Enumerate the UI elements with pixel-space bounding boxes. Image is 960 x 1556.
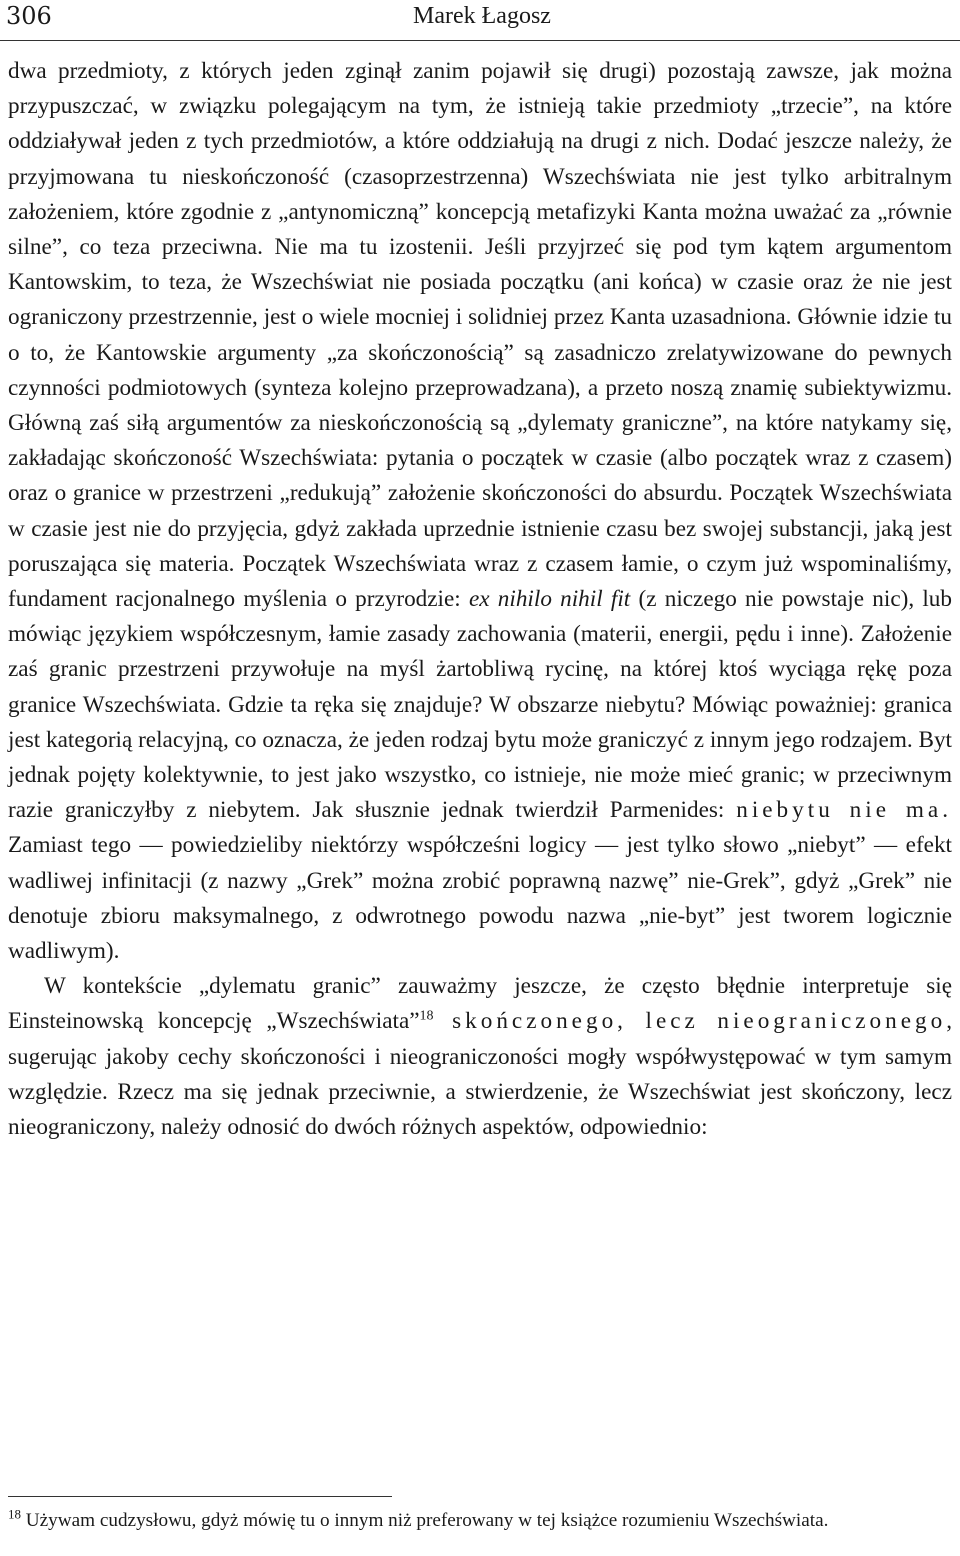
spaced-emphasis-niebytu: niebytu nie ma. [736, 797, 952, 824]
paragraph-1 [8, 54, 952, 969]
footnote-text: Używam cudzysłowu, gdyż mówię tu o innym niż preferowany w tej książce rozumieniu Wszechświata. [21, 1510, 829, 1531]
running-head-author: Marek Łagosz [413, 3, 551, 29]
footnote-reference[interactable]: 18 [419, 1008, 434, 1024]
footnote [8, 1508, 952, 1533]
running-header [0, 0, 960, 41]
footnote-marker: 18 [8, 1506, 21, 1522]
paragraph-1-part-c: Jeśli przyjrzeć się pod tym kątem argumentom Kantowskim, to teza, że Wszechświat nie posiada początku (ani końca) w czasie oraz że nie jest ograniczony przestrzennie, jest o wiele mocniej i solidniej przez Kanta uzasadniona. Głównie idzie tu o to, że Kantowskie argumenty „za skończonością” są zasadniczo zrelatywizowane do pewnych czynności podmiotowych (synteza kolejno przeprowadzana), a przeto noszą znamię subiektywizmu. Główną zaś siłą argumentów za nieskończonością są „dylematy graniczne”, na które natykamy się, zakładając skończoność Wszechświata: pytania o początek w czasie (albo początek wraz z czasem) oraz o granice w przestrzeni „redukują” założenie skończoności do absurdu. Początek Wszechświata w czasie jest nie do przyjęcia, gdyż zakłada uprzednie istnienie czasu bez swojej substancji, jaką jest poruszająca się materia. Początek Wszechświata wraz z czasem łamie, o czym już wspominaliśmy, fundament racjonalnego myślenia o przyrodzie: [8, 234, 952, 613]
paragraph-1-part-a: dwa przedmioty, z których jeden zginął zanim pojawił się drugi) pozostają zawsze, jak można przypuszczać, w związku polegającym na tym, że istnieją takie przedmioty „trzecie”, na które oddziaływał jeden z tych przedmiotów, a które oddziałują na drugi z nich. [8, 58, 952, 155]
paragraph-1-part-d: (z niczego nie powstaje nic), lub mówiąc językiem współczesnym, łamie zasady zachowania (materii, energii, pędu i inne). Założenie zaś granic przestrzeni przywołuje na myśl żartobliwą rycinę, na której ktoś wyciąga rękę poza granice Wszechświata. Gdzie ta ręka się znajduje? W obszarze niebytu? Mówiąc poważniej: granica jest kategorią relacyjną, co oznacza, że jeden rodzaj bytu może graniczyć z innym jego rodzajem. Byt jednak pojęty kolektywnie, to jest jako wszystko, co istnieje, nie może mieć granic; w przeciwnym razie graniczyłby z niebytem. Jak słusznie jednak twierdził Parmenides: [8, 586, 952, 824]
paragraph-2-part-b: , sugerując jakoby cechy skończoności i nieograniczoności mogły współwystępować w tym samym względzie. Rzecz ma się jednak przeciwnie, a stwierdzenie, że Wszechświat jest skończony, lecz nieograniczony, należy odnosić do dwóch różnych aspektów, odpowiednio: [8, 1008, 952, 1141]
spaced-emphasis-skonczonego: skończonego, lecz nieograniczonego [433, 1008, 947, 1035]
paragraph-2-part-a: W kontekście „dylematu granic” zauważmy jeszcze, że często błędnie interpretuje się Einsteinowską koncepcję „Wszechświata” [8, 973, 952, 1035]
footnote-divider [8, 1496, 392, 1497]
paragraph-1-part-e: Zamiast tego — powiedzieliby niektórzy współcześni logicy — jest tylko słowo „niebyt” — efekt wadliwej infinitacji (z nazwy „Grek” można zrobić poprawną nazwę” nie-Grek”, gdyż „Grek” nie denotuje zbioru maksymalnego, z odwrotnego powodu nazwa „nie-byt” jest tworem logicznie wadliwym). [8, 832, 952, 965]
paragraph-2 [8, 969, 952, 1145]
latin-phrase: ex nihilo nihil fit [468, 586, 631, 613]
page-number: 306 [6, 2, 52, 30]
body-text [8, 54, 952, 1145]
paragraph-1-part-b: Dodać jeszcze należy, że przyjmowana tu nieskończoność (czasoprzestrzenna) Wszechświata nie jest tylko arbitralnym założeniem, które zgodnie z „antynomiczną” koncepcją metafizyki Kanta można uważać za „równie silne”, co teza przeciwna. Nie ma tu izostenii. [8, 128, 952, 261]
